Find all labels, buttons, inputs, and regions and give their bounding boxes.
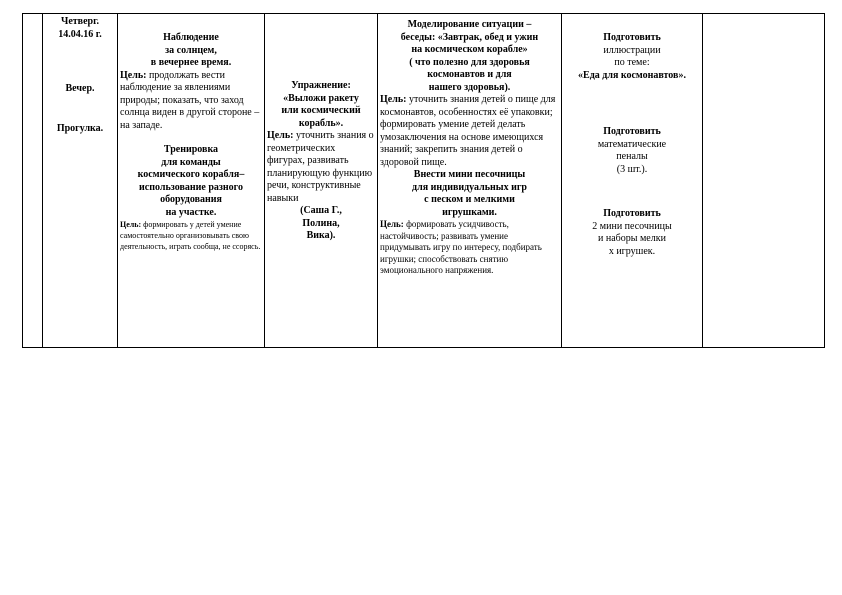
observation-title: в вечернее время.	[150, 57, 232, 68]
exercise-goal	[267, 130, 375, 205]
prepare-text: 2 мини песочницы	[592, 220, 672, 232]
prepare-text: по теме:	[614, 57, 650, 68]
prepare-text: пеналы	[616, 151, 648, 162]
children-names: Полина,	[302, 217, 340, 229]
exercise-title: Упражнение:	[291, 80, 351, 91]
children-names: (Саша Г.,	[300, 205, 342, 216]
training-title: Тренировка	[163, 144, 219, 155]
exercise-title: «Выложи ракету	[283, 92, 359, 104]
goal-label: Цель:	[380, 94, 407, 105]
evening-label: Вечер.	[65, 83, 95, 94]
prepare-text: (3 шт.).	[616, 163, 648, 175]
sandbox-title: с песком и мелкими	[424, 194, 515, 205]
observation-goal	[120, 70, 262, 133]
prepare-text: и наборы мелки	[598, 233, 666, 244]
training-title: для команды	[161, 156, 221, 168]
children-names: Вика).	[306, 230, 336, 241]
individual-work-cell	[265, 14, 378, 348]
modeling-title: ( что полезно для здоровья	[409, 56, 530, 68]
goal-label: Цель:	[120, 220, 142, 229]
training-title: космического корабля–	[137, 169, 245, 180]
goal-label: Цель:	[380, 219, 404, 229]
empty-cell	[23, 14, 43, 348]
sandbox-title: для индивидуальных игр	[412, 181, 527, 193]
training-title: оборудования	[160, 194, 222, 205]
goal-text: уточнить знания детей о пище для космонавтов, особенностях её упаковки; формировать умение детей делать умозаключения на основе имеющихся знаний; закрепить знания детей о здоровой пище.	[380, 94, 556, 168]
observation-title: за солнцем,	[165, 44, 217, 56]
sandbox-title: Внести мини песочницы	[413, 169, 526, 180]
prepare-text: х игрушек.	[608, 245, 656, 257]
observation-title: Наблюдение	[163, 32, 219, 43]
goal-label: Цель:	[267, 130, 294, 141]
goal-text: формировать усидчивость, настойчивость; развивать умение придумывать игру по интересу, подбирать игрушки; способствовать снятию эмоционального напряжения.	[380, 219, 542, 275]
walk-label: Прогулка.	[56, 122, 104, 134]
sandbox-title: игрушками.	[442, 206, 497, 218]
time-cell	[43, 14, 118, 348]
prepare-title: Подготовить	[603, 32, 661, 43]
modeling-title: беседы: «Завтрак, обед и ужин	[400, 31, 539, 43]
modeling-title: космонавтов и для	[427, 69, 512, 80]
modeling-title: на космическом корабле»	[411, 44, 528, 55]
modeling-title: нашего здоровья).	[428, 81, 511, 93]
training-goal	[120, 219, 262, 252]
goal-text: продолжать вести наблюдение за явлениями природы; показать, что заход солнца виден в другой стороне – на западе.	[120, 69, 260, 131]
training-title: на участке.	[165, 206, 217, 218]
goal-label: Цель:	[120, 69, 147, 81]
prepare-title: Подготовить	[603, 208, 661, 219]
modeling-title: Моделирование ситуации –	[407, 19, 532, 30]
prepare-text: иллюстрации	[603, 44, 661, 56]
prepare-text: «Еда для космонавтов».	[578, 69, 686, 81]
date-label: 14.04.16 г.	[58, 28, 102, 40]
table-row	[23, 14, 825, 348]
modeling-goal	[380, 94, 559, 169]
day-label: Четверг.	[60, 16, 99, 27]
prepare-text: математические	[597, 138, 667, 150]
sandbox-goal	[380, 219, 559, 277]
goal-text: уточнить знания о геометрических фигурах, развивать планирующую функцию речи, конструктивные навыки	[267, 130, 374, 204]
training-title: использование разного	[139, 181, 243, 193]
joint-activity-cell	[378, 14, 562, 348]
prepare-title: Подготовить	[603, 126, 661, 137]
plan-table	[22, 13, 825, 348]
goal-text: формировать у детей умение самостоятельно организовывать свою деятельность, играть сообща, не ссорясь.	[120, 220, 261, 251]
exercise-title: или космический	[281, 105, 361, 116]
parents-cell	[703, 14, 825, 348]
exercise-title: корабль».	[298, 117, 344, 129]
walk-activities-cell	[118, 14, 265, 348]
environment-cell	[562, 14, 703, 348]
